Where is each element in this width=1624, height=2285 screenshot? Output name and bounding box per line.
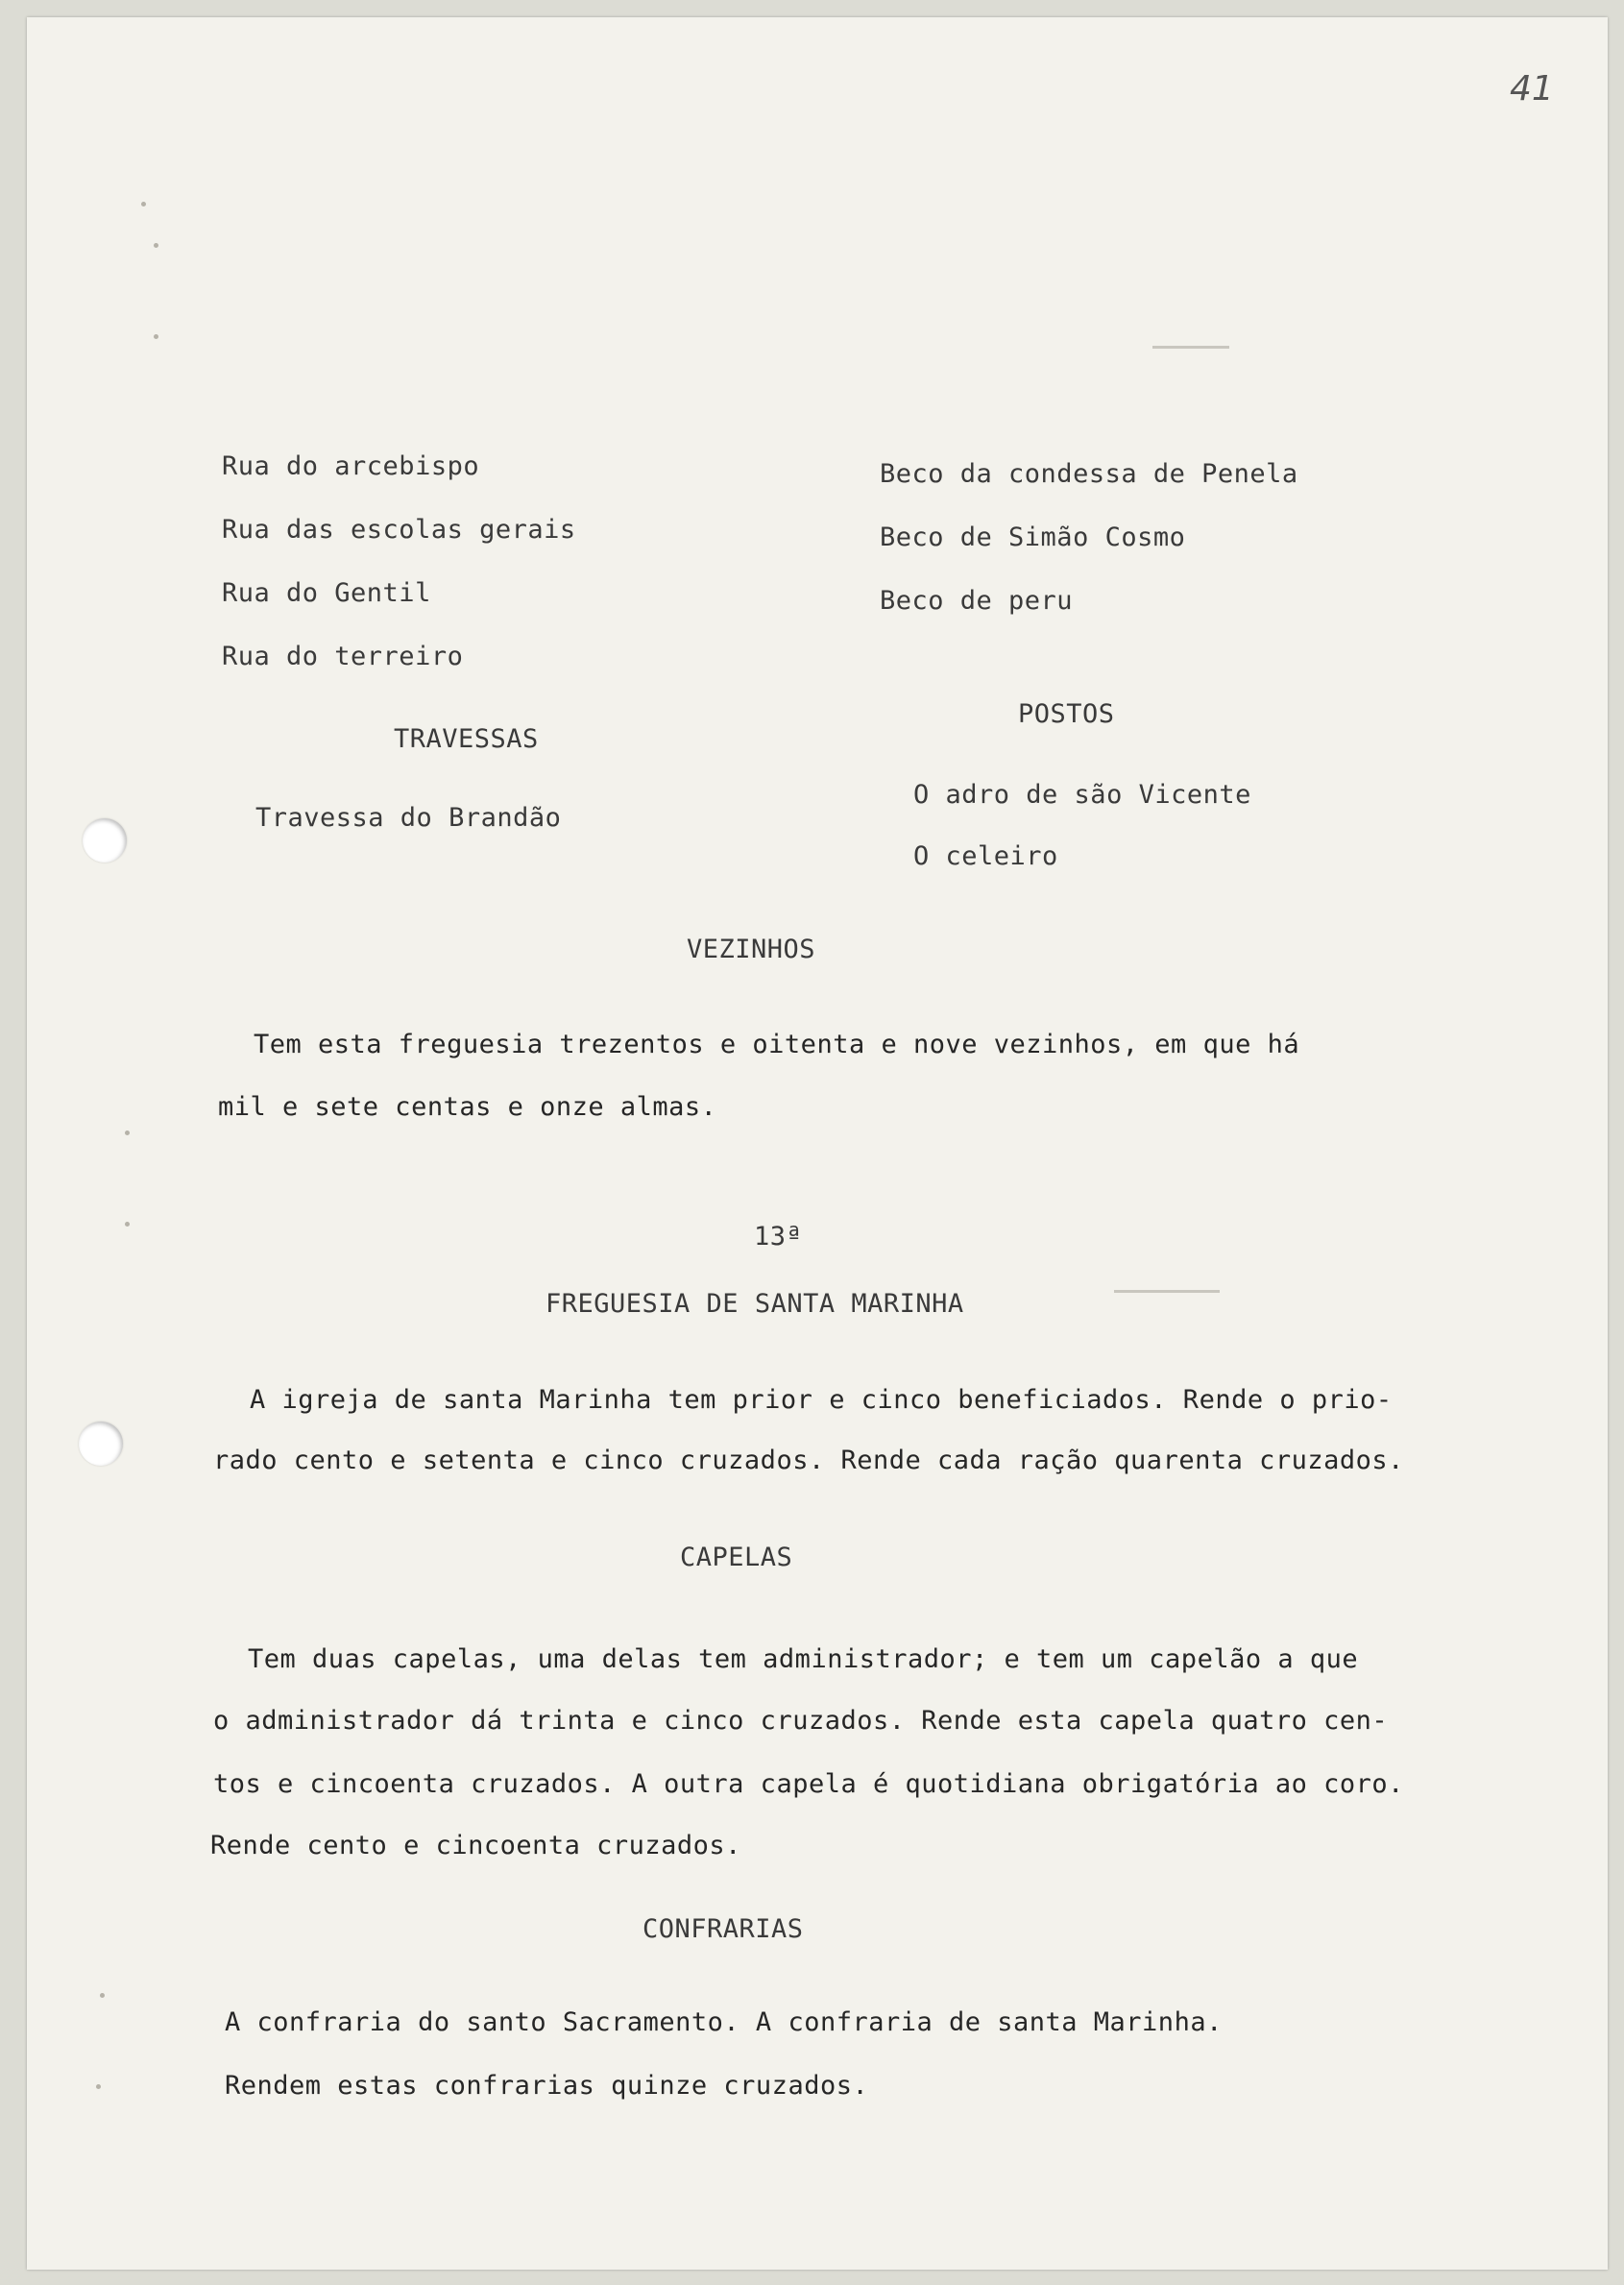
- capelas-text-line: Tem duas capelas, uma delas tem administrador; e tem um capelão a que: [248, 1644, 1359, 1674]
- street-left-item: Rua das escolas gerais: [222, 515, 576, 545]
- travessas-heading: TRAVESSAS: [394, 724, 539, 754]
- paper-speck: [141, 202, 146, 207]
- capelas-text-line: Rende cento e cincoenta cruzados.: [210, 1831, 741, 1860]
- page-number: 41: [1510, 69, 1554, 109]
- paper-mark: [1152, 346, 1229, 349]
- punch-hole-top: [83, 818, 127, 863]
- street-right-item: Beco de Simão Cosmo: [880, 523, 1186, 552]
- document-page: [27, 17, 1608, 2270]
- paper-speck: [154, 243, 158, 248]
- street-right-item: Beco da condessa de Penela: [880, 459, 1298, 489]
- street-left-item: Rua do arcebispo: [222, 451, 480, 481]
- confrarias-text-line: Rendem estas confrarias quinze cruzados.: [225, 2071, 869, 2101]
- paper-speck: [96, 2084, 101, 2089]
- paper-speck: [154, 334, 158, 339]
- street-left-item: Rua do Gentil: [222, 578, 431, 608]
- vezinhos-heading: VEZINHOS: [687, 935, 816, 964]
- capelas-text-line: tos e cincoenta cruzados. A outra capela é quotidiana obrigatória ao coro.: [213, 1769, 1404, 1799]
- postos-heading: POSTOS: [1018, 699, 1115, 729]
- confrarias-text-line: A confraria do santo Sacramento. A confraria de santa Marinha.: [225, 2007, 1223, 2037]
- section-title: FREGUESIA DE SANTA MARINHA: [545, 1289, 964, 1319]
- posto-item: O celeiro: [913, 841, 1058, 871]
- capelas-heading: CAPELAS: [680, 1543, 793, 1572]
- section-intro-line: rado cento e setenta e cinco cruzados. Rende cada ração quarenta cruzados.: [213, 1446, 1404, 1475]
- paper-mark: [1114, 1290, 1220, 1293]
- paper-speck: [125, 1222, 130, 1227]
- section-number: 13ª: [754, 1222, 803, 1252]
- posto-item: O adro de são Vicente: [913, 780, 1251, 810]
- punch-hole-bottom: [79, 1422, 123, 1466]
- confrarias-heading: CONFRARIAS: [642, 1914, 804, 1944]
- vezinhos-text-line: mil e sete centas e onze almas.: [218, 1092, 717, 1122]
- travessa-item: Travessa do Brandão: [255, 803, 562, 833]
- capelas-text-line: o administrador dá trinta e cinco cruzados. Rende esta capela quatro cen-: [213, 1706, 1389, 1736]
- paper-speck: [125, 1130, 130, 1135]
- street-left-item: Rua do terreiro: [222, 642, 464, 671]
- vezinhos-text-line: Tem esta freguesia trezentos e oitenta e nove vezinhos, em que há: [254, 1030, 1300, 1059]
- section-intro-line: A igreja de santa Marinha tem prior e cinco beneficiados. Rende o prio-: [250, 1385, 1393, 1415]
- street-right-item: Beco de peru: [880, 586, 1074, 616]
- paper-speck: [100, 1993, 105, 1998]
